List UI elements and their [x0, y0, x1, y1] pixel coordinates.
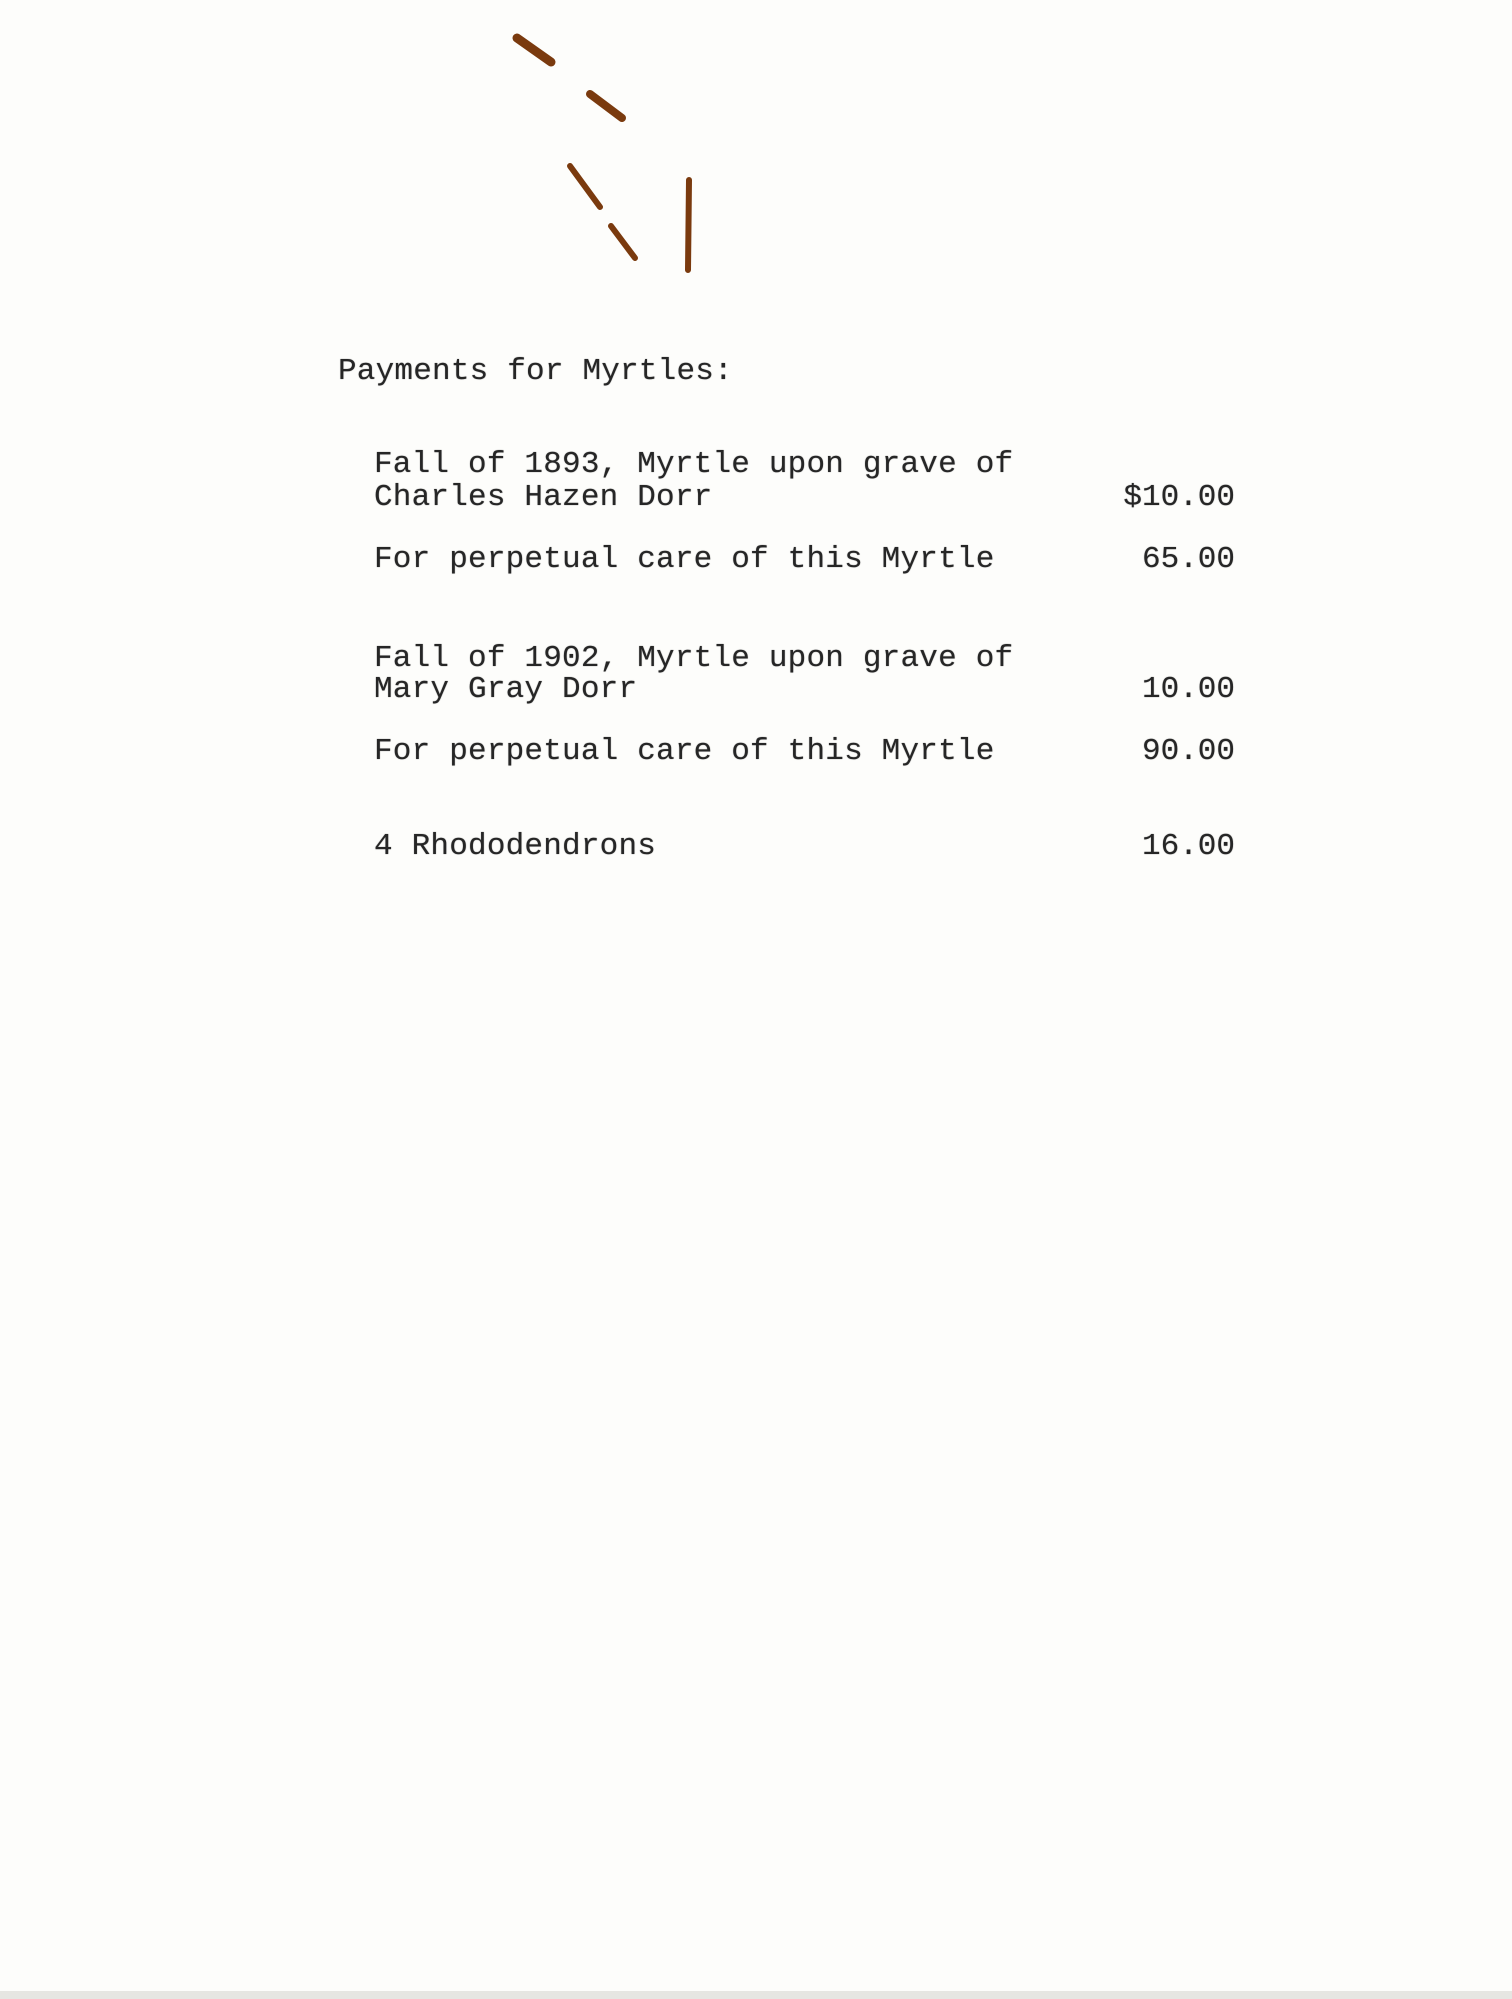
entry-amount: 10.00	[1141, 672, 1235, 707]
entry-line: Mary Gray Dorr	[374, 672, 638, 707]
rust-stain	[611, 226, 635, 258]
entry-line: Fall of 1893, Myrtle upon grave of	[374, 447, 1014, 482]
rust-stain-marks	[0, 0, 1512, 300]
entry-line: Fall of 1902, Myrtle upon grave of	[374, 641, 1014, 676]
entry-line: Charles Hazen Dorr	[374, 480, 713, 515]
rust-stain	[688, 180, 689, 270]
entry-line: 4 Rhododendrons	[374, 829, 657, 864]
entry-amount: 16.00	[1141, 829, 1235, 864]
page-heading: Payments for Myrtles:	[338, 354, 733, 389]
entry-amount: 65.00	[1141, 542, 1235, 577]
entry-amount: 90.00	[1141, 734, 1235, 769]
entry-line: For perpetual care of this Myrtle	[374, 542, 995, 577]
entry-line: For perpetual care of this Myrtle	[374, 734, 995, 769]
rust-stain	[590, 94, 622, 118]
page-bottom-edge	[0, 1991, 1512, 1999]
rust-stain	[517, 38, 551, 62]
entry-amount: $10.00	[1123, 480, 1235, 515]
rust-stain	[570, 166, 600, 207]
